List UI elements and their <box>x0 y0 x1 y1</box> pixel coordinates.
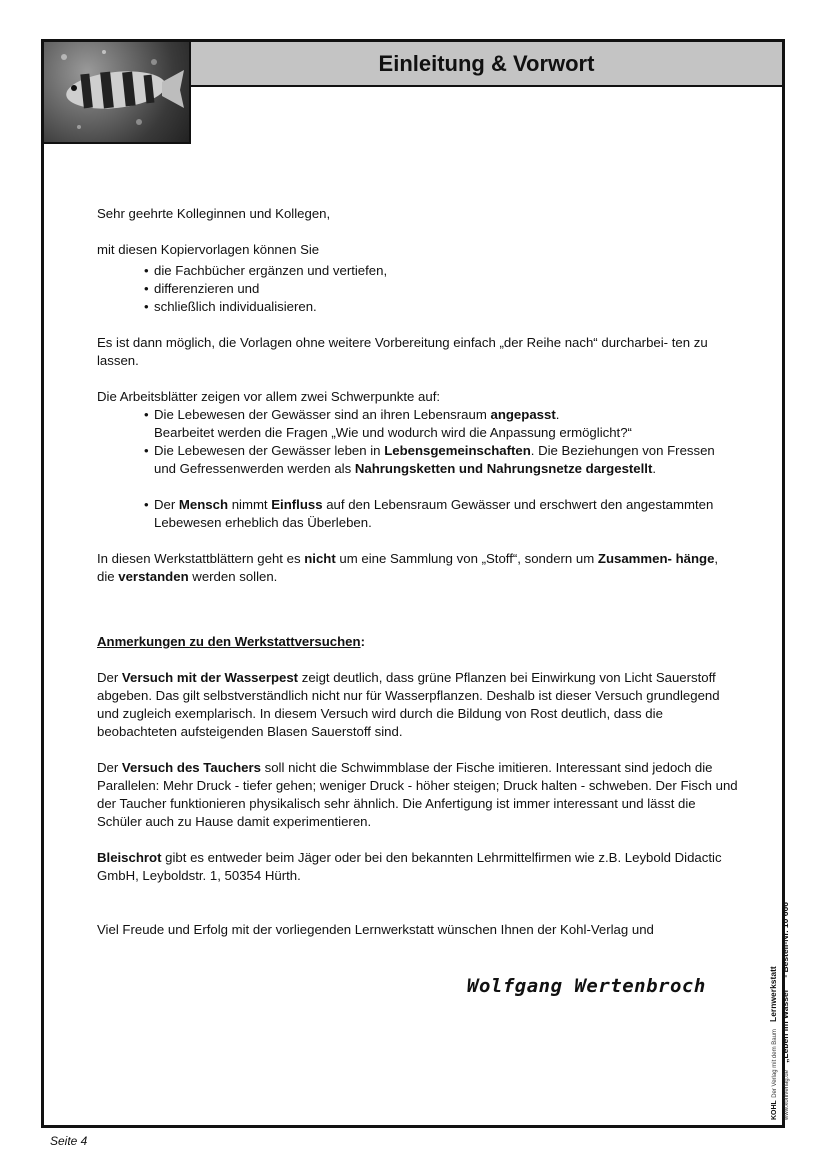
list-item <box>144 496 739 532</box>
list-item <box>144 442 739 478</box>
text-span: soll nicht die Schwimmblase der Fische imitieren. Interessant sind jedoch die Parallelen: Mehr Druck - tiefer gehen; weniger Druck - höher steigen; Druck halten - schweben. Der Fisch und der Taucher funktionieren physikalisch sehr ähnlich. Die Anfertigung ist immer interessant und lässt die Schüler auch zu Hause damit experimentieren. <box>97 760 738 829</box>
text-span: Der <box>97 760 122 775</box>
text-span: Nahrungsketten und Nahrungsnetze dargestellt <box>354 461 653 476</box>
fish-photo <box>44 42 191 144</box>
text-span: Einfluss <box>271 497 323 512</box>
text-span: gibt es entweder beim Jäger oder bei den bekannten Lehrmittelfirmen wie z.B. Leybold Didactic GmbH, Leyboldstr. 1, 50354 Hürth. <box>97 850 722 883</box>
text-span: Versuch mit der Wasserpest <box>121 670 299 685</box>
page-title: Einleitung & Vorwort <box>378 50 595 76</box>
intro-text: mit diesen Kopiervorlagen können Sie <box>97 242 320 257</box>
text-span: . <box>652 461 657 476</box>
text-span: angepasst <box>490 407 556 422</box>
publisher-info <box>768 820 818 1120</box>
text-span: Zusammen- hänge <box>597 551 715 566</box>
text-span: werden sollen. <box>188 569 278 584</box>
series-label: Lernwerkstatt <box>768 966 778 1022</box>
text-span: nicht <box>304 551 336 566</box>
fish-icon <box>44 42 189 142</box>
text-span: Die Lebewesen der Gewässer leben in <box>154 443 385 458</box>
text-span: nimmt <box>228 497 272 512</box>
list-item: • schließlich individualisieren. <box>144 298 739 316</box>
salutation: Sehr geehrte Kolleginnen und Kollegen, <box>97 206 331 221</box>
text-span: zeigt deutlich, dass grüne Pflanzen bei Einwirkung von Licht Sauerstoff abgeben. Das gilt selbstverständlich nicht nur für Wasserpflanzen. Deshalb ist dieser Versuch grundlegend und zugleich exemplarisch. In diesem Versuch wird durch die Bildung von Rost deutlich, dass die beobachteten aufsteigenden Blasen Sauerstoff sind. <box>97 670 720 739</box>
text-span: . Die Beziehungen von Fressen und Gefressenwerden werden als <box>154 443 715 476</box>
publisher-website: www.kohlverlag.de <box>784 1069 790 1120</box>
paragraph <box>97 669 739 741</box>
text-span: verstanden <box>118 569 189 584</box>
paragraph: Es ist dann möglich, die Vorlagen ohne weitere Vorbereitung einfach „der Reihe nach“ durcharbei- ten zu lassen. <box>97 335 708 368</box>
publisher-logo: KOHL <box>771 1100 778 1120</box>
intro-bullet-list <box>97 262 739 316</box>
title-bar <box>191 42 782 87</box>
text-span: , die <box>97 551 719 584</box>
list-item: • differenzieren und <box>144 280 739 298</box>
publisher-row <box>780 820 791 1120</box>
closing-text: Viel Freude und Erfolg mit der vorliegenden Lernwerkstatt wünschen Ihnen der Kohl-Verlag und <box>97 922 654 937</box>
focus-intro: Die Arbeitsblätter zeigen vor allem zwei Schwerpunkte auf: <box>97 389 441 404</box>
text-span: Lebensgemeinschaften <box>384 443 531 458</box>
text-span: Die Lebewesen der Gewässer sind an ihren Lebensraum <box>154 407 491 422</box>
notes-heading <box>97 633 739 651</box>
paragraph <box>97 550 739 586</box>
paragraph <box>97 849 739 885</box>
text-span: In diesen Werkstattblättern geht es <box>97 551 305 566</box>
text-span: Versuch des Tauchers <box>121 760 261 775</box>
order-number: - Bestell-Nr. 10 666 <box>780 902 790 978</box>
text-span: auf den Lebensraum Gewässer und erschwert den angestammten Lebewesen erheblich das Überleben. <box>154 497 714 530</box>
focus-bullet-list <box>97 406 739 532</box>
text-span: Bleischrot <box>97 850 162 865</box>
text-span: Mensch <box>178 497 229 512</box>
text-span: . <box>555 407 560 422</box>
text-span: Der <box>154 497 179 512</box>
main-content <box>97 205 739 939</box>
text-span: Anmerkungen zu den Werkstattversuchen <box>97 634 361 649</box>
text-span: Bearbeitet werden die Fragen „Wie und wodurch wird die Anpassung ermöglicht?“ <box>154 425 632 440</box>
signature: Wolfgang Wertenbroch <box>467 975 706 997</box>
list-item <box>144 406 739 442</box>
publisher-row <box>768 820 780 1120</box>
text-span: Der <box>97 670 122 685</box>
publisher-tagline: Der Verlag mit dem Baum <box>772 1029 778 1098</box>
text-span: um eine Sammlung von „Stoff“, sondern um <box>335 551 598 566</box>
list-item: • die Fachbücher ergänzen und vertiefen, <box>144 262 739 280</box>
page-number: Seite 4 <box>50 1134 88 1148</box>
text-span: : <box>360 634 365 649</box>
paragraph <box>97 759 739 831</box>
book-title: „Leben im Wasser“ <box>780 984 790 1063</box>
